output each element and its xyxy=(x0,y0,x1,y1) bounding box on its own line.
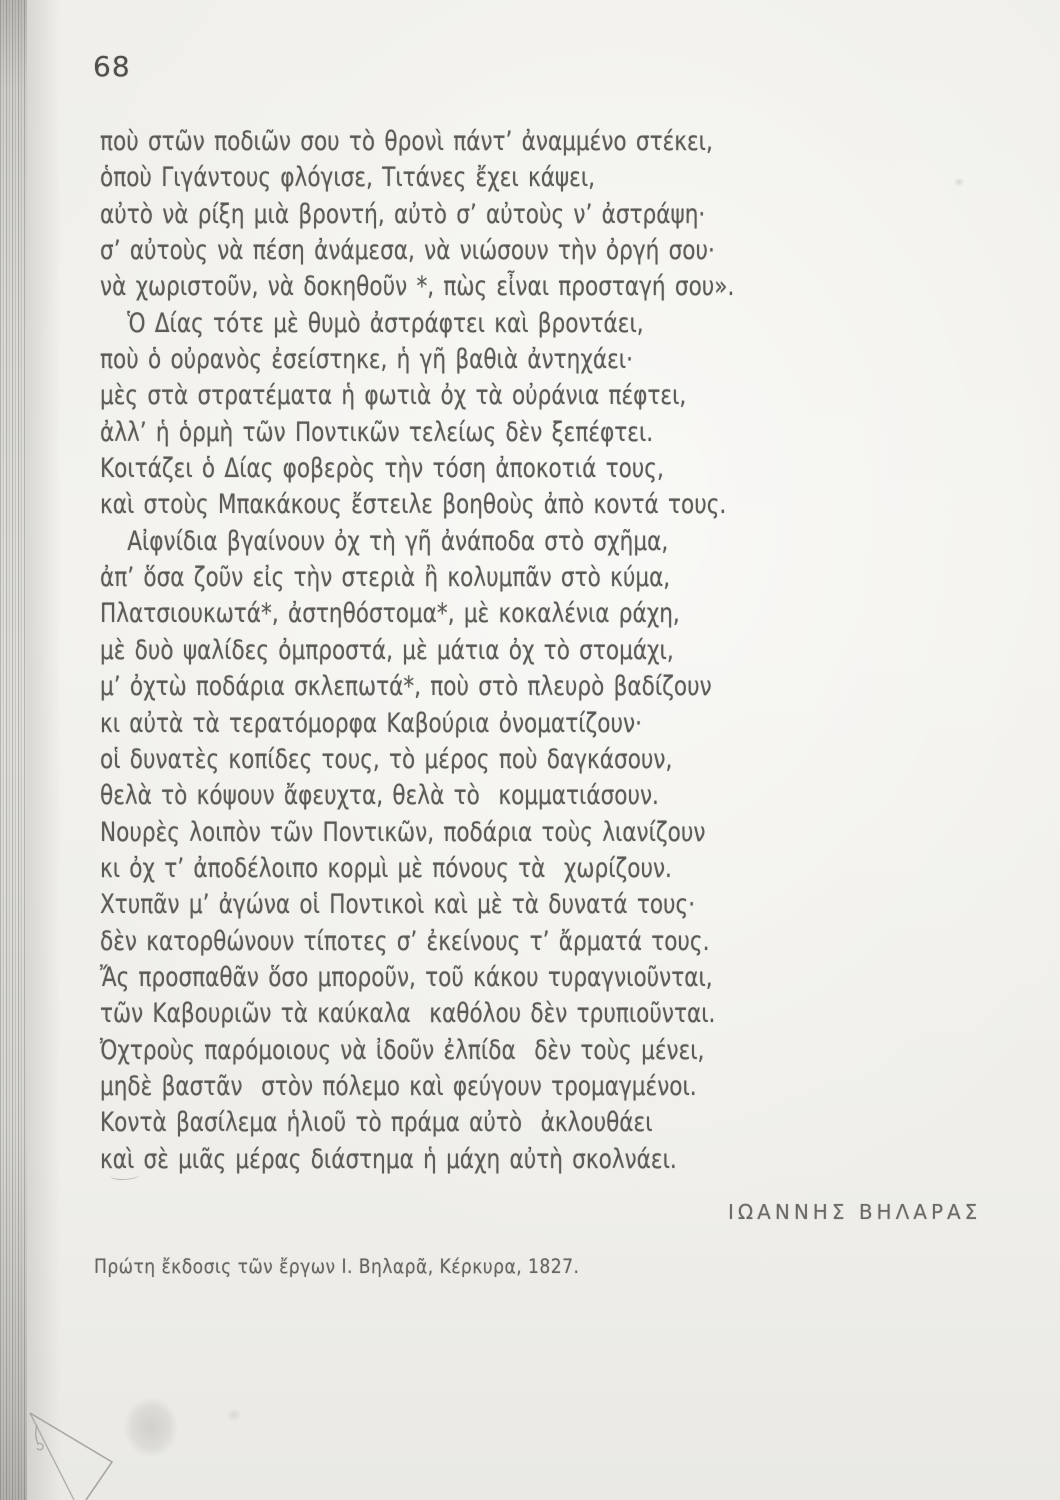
paper-speck xyxy=(224,1406,244,1424)
author-signature: ΙΩΑΝΝΗΣ ΒΗΛΑΡΑΣ xyxy=(728,1200,982,1224)
poem-line: νὰ χωριστοῦν, νὰ δοκηθοῦν *, πὼς εἶναι προσταγή σου». xyxy=(100,271,735,303)
corner-fold-outline xyxy=(0,1370,170,1500)
poem-line: μὲ δυὸ ψαλίδες ὀμπροστά, μὲ μάτια ὀχ τὸ στομάχι, xyxy=(100,634,674,666)
page-number: 68 xyxy=(93,50,131,83)
poem-line: σ’ αὐτοὺς νὰ πέση ἀνάμεσα, νὰ νιώσουν τὴν ὀργή σου· xyxy=(100,235,715,267)
poem-line: ἀλλ’ ἡ ὁρμὴ τῶν Ποντικῶν τελείως δὲν ξεπέφτει. xyxy=(100,416,654,448)
poem-line: Χτυπᾶν μ’ ἀγώνα οἱ Ποντικοὶ καὶ μὲ τὰ δυνατά τους· xyxy=(100,889,696,921)
footnote: Πρώτη ἔκδοσις τῶν ἔργων Ι. Βηλαρᾶ, Κέρκυρα, 1827. xyxy=(94,1255,580,1278)
paper-speck xyxy=(952,176,966,188)
poem-line: μ’ ὀχτὼ ποδάρια σκλεπωτά*, ποὺ στὸ πλευρὸ βαδίζουν xyxy=(100,671,712,703)
poem-line: Κοντὰ βασίλεμα ἡλιοῦ τὸ πράμα αὐτὸ ἀκλουθάει xyxy=(100,1107,653,1139)
poem-line: Ὁ Δίας τότε μὲ θυμὸ ἀστράφτει καὶ βροντάει, xyxy=(127,307,644,339)
pencil-mark xyxy=(110,1170,140,1180)
book-binding-edge xyxy=(0,0,27,1500)
poem-line: κι ὀχ τ’ ἀποδέλοιπο κορμὶ μὲ πόνους τὰ χωρίζουν. xyxy=(100,852,672,884)
poem-line: Κοιτάζει ὁ Δίας φοβερὸς τὴν τόση ἀποκοτιά τους, xyxy=(100,453,664,485)
poem-line: μηδὲ βαστᾶν στὸν πόλεμο καὶ φεύγουν τρομαγμένοι. xyxy=(100,1070,697,1102)
poem-line: θελὰ τὸ κόψουν ἄφευχτα, θελὰ τὸ κομματιάσουν. xyxy=(100,780,659,812)
poem-line: ἀπ’ ὅσα ζοῦν εἰς τὴν στεριὰ ἢ κολυμπᾶν στὸ κύμα, xyxy=(100,562,671,594)
poem-line: μὲς στὰ στρατέματα ἡ φωτιὰ ὀχ τὰ οὐράνια πέφτει, xyxy=(100,380,687,412)
poem-line: κι αὐτὰ τὰ τερατόμορφα Καβούρια ὀνοματίζουν· xyxy=(100,707,642,739)
poem-line: καὶ σὲ μιᾶς μέρας διάστημα ἡ μάχη αὐτὴ σκολνάει. xyxy=(100,1143,677,1175)
poem-line: δὲν κατορθώνουν τίποτες σ’ ἐκείνους τ’ ἄρματά τους. xyxy=(100,925,710,957)
poem-line: ποὺ στῶν ποδιῶν σου τὸ θρονὶ πάντ’ ἀναμμένο στέκει, xyxy=(100,126,713,157)
poem-line: οἱ δυνατὲς κοπίδες τους, τὸ μέρος ποὺ δαγκάσουν, xyxy=(100,743,673,775)
poem-line: Ὀχτροὺς παρόμοιους νὰ ἰδοῦν ἐλπίδα δὲν τοὺς μένει, xyxy=(100,1034,705,1066)
poem-line: αὐτὸ νὰ ρίξη μιὰ βροντή, αὐτὸ σ’ αὐτοὺς ν’ ἀστράψη· xyxy=(100,198,706,230)
poem-line: καὶ στοὺς Μπακάκους ἔστειλε βοηθοὺς ἀπὸ κοντά τους. xyxy=(100,489,727,521)
poem-line: Πλατσιουκωτά*, ἀστηθόστομα*, μὲ κοκαλένια ράχη, xyxy=(100,598,680,630)
poem-line: ποὺ ὁ οὐρανὸς ἐσείστηκε, ἡ γῆ βαθιὰ ἀντηχάει· xyxy=(100,344,633,376)
poem-text-block xyxy=(100,124,1000,1178)
poem-line: Ἄς προσπαθᾶν ὅσο μποροῦν, τοῦ κάκου τυραγνιοῦνται, xyxy=(100,961,713,993)
poem-line: ὁποὺ Γιγάντους φλόγισε, Τιτάνες ἔχει κάψει, xyxy=(100,162,596,194)
poem-line: Αἰφνίδια βγαίνουν ὀχ τὴ γῆ ἀνάποδα στὸ σχῆμα, xyxy=(127,525,669,557)
poem-line: Νουρὲς λοιπὸν τῶν Ποντικῶν, ποδάρια τοὺς λιανίζουν xyxy=(100,816,706,848)
poem-line: τῶν Καβουριῶν τὰ καύκαλα καθόλου δὲν τρυπιοῦνται. xyxy=(100,998,716,1030)
